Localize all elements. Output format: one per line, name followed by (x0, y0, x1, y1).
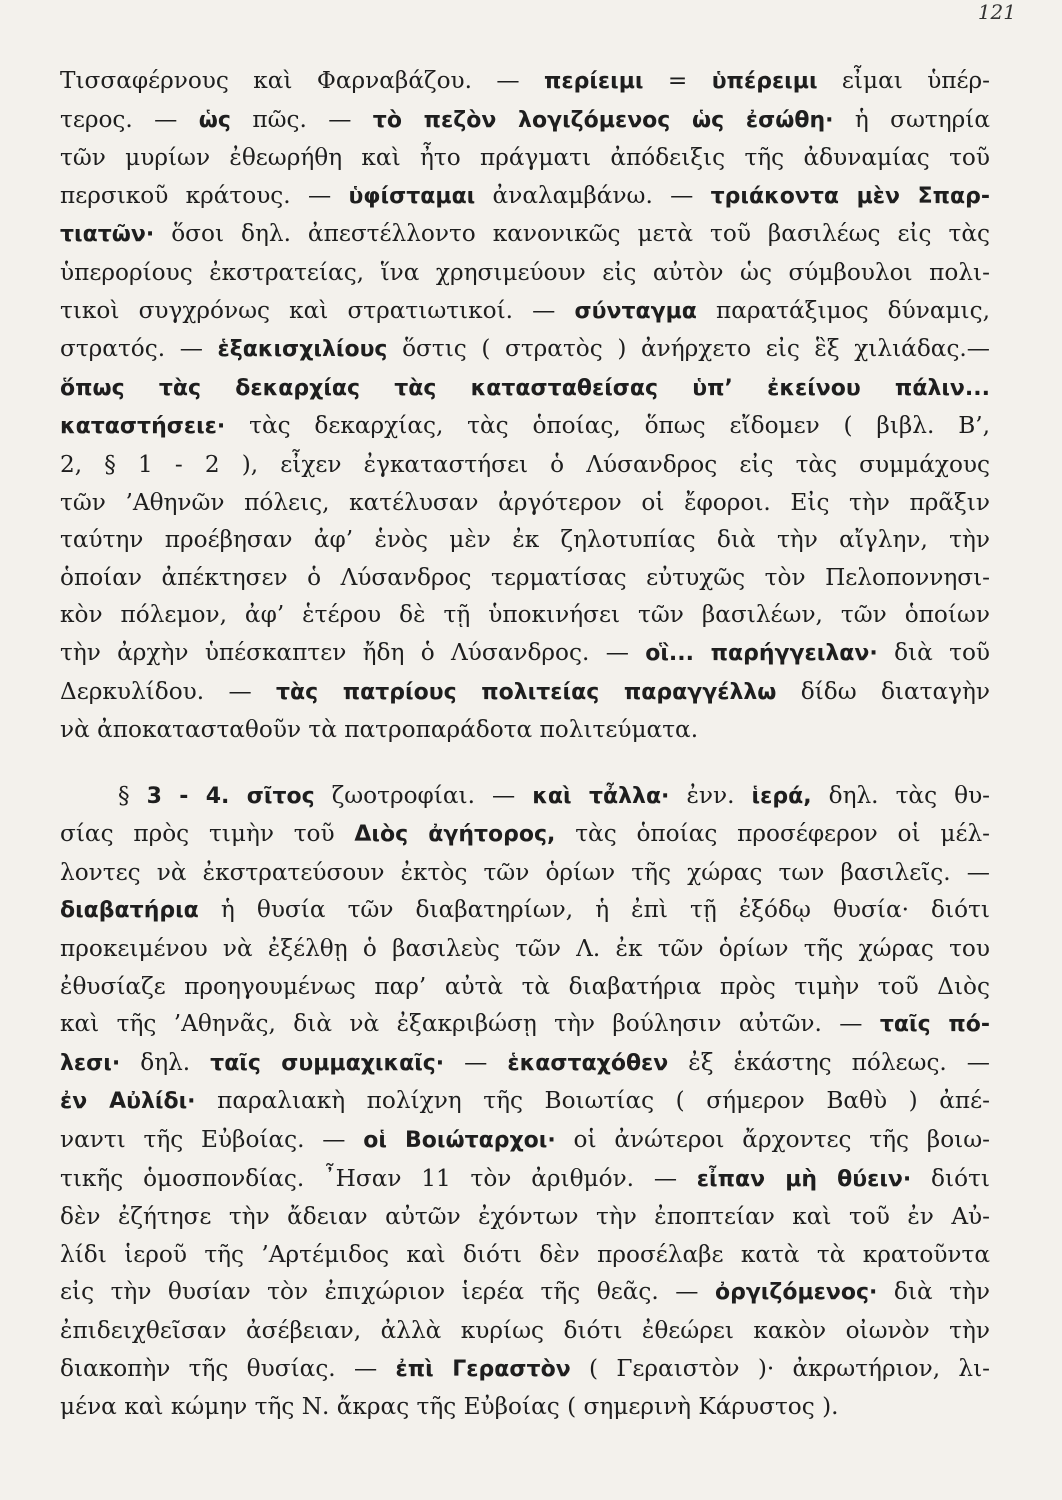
commentary-text: εἰς τὴν θυσίαν τὸν ἐπιχώριον ἱερέα τῆς θεᾶς. — (60, 1278, 715, 1306)
lemma-term: Διὸς ἀγήτορος, (354, 822, 556, 848)
text-line (60, 330, 990, 369)
commentary-text: διακοπὴν τῆς θυσίας. — (60, 1354, 396, 1382)
commentary-text: Τισσαφέρνους καὶ Φαρναβάζου. — (60, 67, 544, 94)
commentary-text: ζωοτροφίαι. — (314, 781, 533, 809)
lemma-term: 3 - 4. σῖτος (146, 783, 315, 809)
commentary-text: δὲν ἐζήτησε τὴν ἄδειαν αὐτῶν ἐχόντων τὴν ἐποπτείαν καὶ τοῦ ἐν Αὐ- (60, 1203, 990, 1231)
commentary-text: σίας πρὸς τιμὴν τοῦ (60, 820, 355, 848)
text-line (60, 1198, 990, 1236)
commentary-text: ἡ θυσία τῶν διαβατηρίων, ἡ ἐπὶ τῇ ἐξόδῳ θυσία· διότι (198, 896, 990, 924)
text-line (60, 1082, 990, 1121)
text-line (60, 101, 990, 140)
commentary-text: — (444, 1048, 508, 1076)
paragraph (60, 62, 990, 749)
text-line (60, 254, 990, 292)
lemma-term: τιατῶν· (60, 222, 155, 248)
commentary-text: τικῆς ὁμοσπονδίας. ῏Ησαν 11 τὸν ἀριθμόν. — (60, 1164, 697, 1192)
commentary-text: διότι (911, 1164, 990, 1192)
text-line (60, 711, 990, 749)
commentary-text: τῶν ’Αθηνῶν πόλεις, κατέλυσαν ἀργότερον οἱ ἔφοροι. Εἰς τὴν πρᾶξιν (60, 488, 990, 516)
lemma-term: τὰς πατρίους πολιτείας παραγγέλλω (275, 679, 777, 705)
text-line (60, 292, 990, 331)
text-line (60, 1236, 990, 1274)
lemma-term: λεσι· (60, 1050, 121, 1076)
commentary-text: παρατάξιμος δύναμις, (696, 296, 990, 324)
commentary-text: ὅσοι δηλ. ἀπεστέλλοντο κανονικῶς μετὰ τοῦ βασιλέως εἰς τὰς (154, 220, 990, 248)
commentary-text: τικοὶ συγχρόνως καὶ στρατιωτικοί. — (60, 296, 575, 324)
lemma-term: ἑκασταχόθεν (507, 1050, 669, 1076)
commentary-text: δηλ. (120, 1048, 211, 1076)
commentary-text: μένα καὶ κώμην τῆς Ν. ἄκρας τῆς Εὐβοίας ( σημερινὴ Κάρυστος ). (60, 1393, 839, 1421)
text-line (60, 1005, 990, 1044)
commentary-text: § (118, 781, 147, 809)
lemma-term: ἐν Αὐλίδι· (60, 1089, 196, 1115)
commentary-text: στρατός. — (60, 335, 218, 363)
commentary-text: εἶμαι ὑπέρ- (817, 67, 991, 94)
lemma-term: διαβατήρια (60, 898, 199, 924)
text-line (60, 968, 990, 1006)
commentary-text: δηλ. τὰς θυ- (811, 781, 990, 809)
text-line (60, 369, 990, 408)
page-number: 121 (977, 0, 1016, 24)
commentary-text: κὸν πόλεμον, ἀφ’ ἑτέρου δὲ τῇ ὑποκινήσει τῶν βασιλέων, τῶν ὁποίων (60, 601, 990, 629)
commentary-text: Δερκυλίδου. — (60, 677, 276, 705)
commentary-text: ἡ σωτηρία (833, 105, 990, 133)
lemma-term: ταῖς συμμαχικαῖς· (210, 1050, 445, 1076)
commentary-text: ταύτην προέβησαν ἀφ’ ἑνὸς μὲν ἐκ ζηλοτυπίας διὰ τὴν αἴγλην, τὴν (60, 526, 990, 554)
commentary-text: ναντι τῆς Εὐβοίας. — (60, 1126, 364, 1154)
text-line (60, 407, 990, 446)
commentary-text: ἐπιδειχθεῖσαν ἀσέβειαν, ἀλλὰ κυρίως διότι ἐθεώρει κακὸν οἰωνὸν τὴν (60, 1317, 990, 1344)
lemma-term: ὑπέρειμι (711, 69, 818, 94)
lemma-term: ὅπως τὰς δεκαρχίας τὰς κατασταθείσας ὑπ’ ἐκείνου πάλιν... (60, 375, 990, 401)
text-line (60, 777, 990, 816)
commentary-text: τὰς ὁποίας προσέφερον οἱ μέλ- (555, 820, 991, 848)
text-line (60, 1044, 990, 1083)
text-line (60, 673, 990, 712)
lemma-term: σύνταγμα (574, 298, 697, 324)
commentary-text: λίδι ἱεροῦ τῆς ’Αρτέμιδος καὶ διότι δὲν προσέλαβε κατὰ τὰ κρατοῦντα (60, 1240, 990, 1268)
lemma-term: ἑξακισχιλίους (217, 337, 388, 363)
lemma-term: εἶπαν μὴ θύειν· (696, 1166, 912, 1192)
text-line (60, 634, 990, 673)
commentary-text: τῶν μυρίων ἐθεωρήθη καὶ ἦτο πράγματι ἀπόδειξις τῆς ἀδυναμίας τοῦ (60, 144, 990, 172)
commentary-text: καὶ τῆς ’Αθηνᾶς, διὰ νὰ ἐξακριβώσῃ τὴν βούλησιν αὐτῶν. — (60, 1010, 880, 1038)
commentary-text: 2, § 1 - 2 ), εἶχεν ἐγκαταστήσει ὁ Λύσανδρος εἰς τὰς συμμάχους (60, 450, 990, 478)
text-line (60, 484, 990, 522)
commentary-text: ἀναλαμβάνω. — (475, 181, 711, 209)
lemma-term: ὀργιζόμενος· (714, 1280, 878, 1306)
commentary-text: διὰ τοῦ (877, 638, 991, 666)
commentary-text: προκειμένου νὰ ἐξέλθῃ ὁ βασιλεὺς τῶν Λ. ἐκ τῶν ὁρίων τῆς χώρας του (60, 935, 990, 963)
text-line (60, 854, 990, 892)
text-line (60, 930, 990, 968)
paragraph (60, 777, 990, 1426)
commentary-text: ἐνν. (669, 781, 752, 809)
lemma-term: ταῖς πό- (879, 1012, 990, 1038)
lemma-term: τὸ πεζὸν λογιζόμενος ὡς ἐσώθη· (372, 107, 834, 133)
commentary-text: λοντες νὰ ἐκστρατεύσουν ἐκτὸς τῶν ὁρίων τῆς χώρας των βασιλεῖς. — (60, 858, 990, 886)
commentary-text: δίδω διαταγὴν (776, 677, 990, 705)
body-text (60, 62, 990, 1426)
lemma-term: περίειμι (543, 69, 644, 94)
commentary-text: τὰς δεκαρχίας, τὰς ὁποίας, ὅπως εἴδομεν ( βιβλ. Β’, (225, 412, 990, 440)
text-line (60, 446, 990, 484)
text-line (60, 559, 990, 597)
commentary-text: = (643, 67, 712, 94)
lemma-term: οἳ... παρήγγειλαν· (645, 640, 878, 666)
text-line (60, 215, 990, 254)
commentary-text: διὰ τὴν (877, 1278, 990, 1306)
lemma-term: ὑφίσταμαι (348, 183, 476, 209)
commentary-text: ( Γεραιστὸν )· ἀκρωτήριον, λι- (570, 1354, 991, 1382)
text-line (60, 1350, 990, 1389)
commentary-text: οἱ ἀνώτεροι ἄρχοντες τῆς βοιω- (555, 1126, 990, 1154)
text-line (60, 1273, 990, 1312)
commentary-text: τερος. — (60, 105, 199, 133)
text-line (60, 815, 990, 854)
lemma-term: ἐπὶ Γεραστὸν (395, 1356, 571, 1382)
lemma-term: καὶ τἆλλα· (532, 783, 670, 809)
lemma-term: ὡς (198, 107, 231, 133)
text-line (60, 177, 990, 216)
text-line (60, 891, 990, 930)
text-line (60, 1160, 990, 1199)
commentary-text: πῶς. — (230, 105, 373, 133)
commentary-text: ἐξ ἑκάστης πόλεως. — (668, 1048, 990, 1076)
commentary-text: περσικοῦ κράτους. — (60, 181, 349, 209)
commentary-text: παραλιακὴ πολίχνη τῆς Βοιωτίας ( σήμερον Βαθὺ ) ἀπέ- (195, 1087, 991, 1115)
text-line (60, 139, 990, 177)
text-line (60, 62, 990, 101)
lemma-term: καταστήσειε· (60, 414, 226, 440)
lemma-term: ἱερά, (751, 783, 812, 809)
commentary-text: τὴν ἀρχὴν ὑπέσκαπτεν ἤδη ὁ Λύσανδρος. — (60, 638, 646, 666)
commentary-text: ὑπερορίους ἐκστρατείας, ἵνα χρησιμεύουν εἰς αὐτὸν ὡς σύμβουλοι πολι- (60, 258, 990, 286)
text-line (60, 1312, 990, 1350)
lemma-term: τριάκοντα μὲν Σπαρ- (710, 183, 990, 209)
text-line (60, 596, 990, 634)
commentary-text: ἐθυσίαζε προηγουμένως παρ’ αὐτὰ τὰ διαβατήρια πρὸς τιμὴν τοῦ Διὸς (60, 972, 990, 1000)
text-line (60, 1388, 990, 1426)
commentary-text: ὁποίαν ἀπέκτησεν ὁ Λύσανδρος τερματίσας εὐτυχῶς τὸν Πελοποννησι- (60, 563, 990, 591)
lemma-term: οἱ Βοιώταρχοι· (363, 1128, 556, 1154)
commentary-text: νὰ ἀποκατασταθοῦν τὰ πατροπαράδοτα πολιτεύματα. (60, 716, 699, 744)
commentary-text: ὅστις ( στρατὸς ) ἀνήρχετο εἰς ἓξ χιλιάδας.— (387, 335, 990, 363)
text-line (60, 1121, 990, 1160)
text-line (60, 521, 990, 559)
